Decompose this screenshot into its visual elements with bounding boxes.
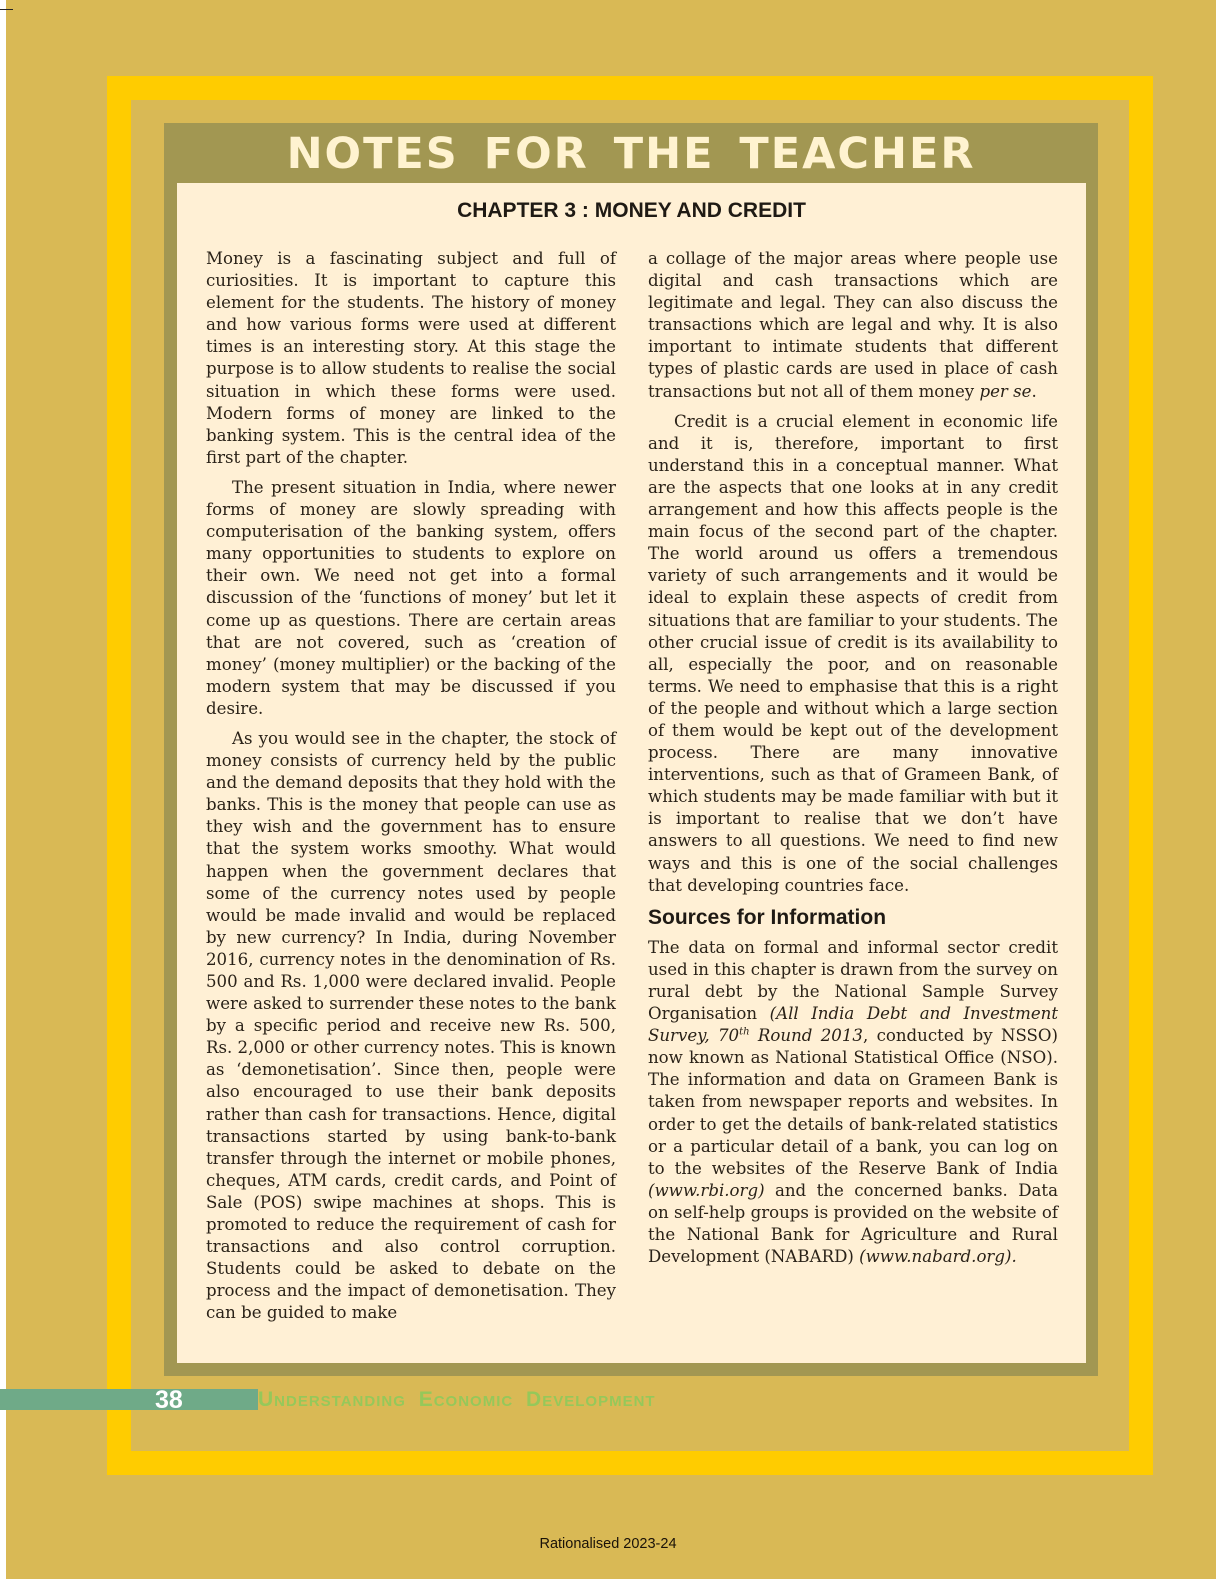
chapter-heading: CHAPTER 3 : MONEY AND CREDIT [457, 199, 806, 222]
crop-mark [0, 9, 13, 10]
rbi-link[interactable]: (www.rbi.org) [648, 1180, 765, 1200]
footer-text: Rationalised 2023-24 [539, 1536, 677, 1552]
page-number: 38 [155, 1386, 183, 1414]
nabard-link[interactable]: (www.nabard.org). [859, 1247, 1017, 1267]
page-title: NOTES FOR THE TEACHER [286, 129, 976, 179]
paragraph: The present situation in India, where newer forms of money are slowly spreading with computerisation of the banking system, offers many opportunities to students to explore on their own. We need not get into a formal discussion of the ‘functions of money’ but let it come up as questions. There are certain areas that are not covered, such as ‘creation of money’ (money multiplier) or the backing of the modern system that may be discussed if you desire. [206, 477, 616, 718]
right-column [648, 248, 1058, 1276]
italic-term: per se [979, 381, 1032, 401]
left-column [206, 248, 616, 1333]
paragraph: Money is a fascinating subject and full of curiosities. It is important to capture this element for the students. The history of money and how various forms were used at different times is an interesting story. At this stage the purpose is to allow students to realise the social situation in which these forms were used. Modern forms of money are linked to the banking system. This is the central idea of the first part of the chapter. [206, 249, 616, 467]
page-number-bar [0, 1389, 258, 1410]
sources-paragraph: The data on formal and informal sector credit used in this chapter is drawn from the survey on rural debt by the National Sample Survey Organisation (All India Debt and Investment Survey, 70th Round 2013, conducted by NSSO) now known as National Statistical Office (NSO). The information and data on Grameen Bank is taken from newspaper reports and websites. In order to get the details of bank-related statistics or a particular detail of a bank, you can log on to the websites of the Reserve Bank of India (www.rbi.org) and the concerned banks. Data on self-help groups is provided on the website of the National Bank for Agriculture and Rural Development (NABARD) (www.nabard.org). [648, 937, 1058, 1267]
paragraph: As you would see in the chapter, the stock of money consists of currency held by the public and the demand deposits that they hold with the banks. This is the money that people can use as they wish and the government has to ensure that the system works smoothy. What would happen when the government declares that some of the currency notes used by people would be made invalid and would be replaced by new currency? In India, during November 2016, currency notes in the denomination of Rs. 500 and Rs. 1,000 were declared invalid. People were asked to surrender these notes to the bank by a specific period and receive new Rs. 500, Rs. 2,000 or other currency notes. This is known as ‘demonetisation’. Since then, people were also encouraged to use their bank deposits rather than cash for transactions. Hence, digital transactions started by using bank-to-bank transfer through the internet or mobile phones, cheques, ATM cards, credit cards, and Point of Sale (POS) swipe machines at shops. This is promoted to reduce the requirement of cash for transactions and also control corruption. Students could be asked to debate on the process and the impact of demonetisation. They can be guided to make [206, 728, 617, 1323]
page-edge-strip [0, 0, 6, 1579]
sources-heading: Sources for Information [648, 905, 887, 929]
book-title: Understanding Economic Development [258, 1388, 656, 1411]
paragraph: Credit is a crucial element in economic life and it is, therefore, important to first understand this in a conceptual manner. What are the aspects that one looks at in any credit arrangement and how this affects people is the main focus of the second part of the chapter. The world around us offers a tremendous variety of such arrangements and it would be ideal to explain these aspects of credit from situations that are familiar to your students. The other crucial issue of credit is its availability to all, especially the poor, and on reasonable terms. We need to emphasise that this is a right of the people and without which a large section of them would be kept out of the development process. There are many innovative interventions, such as that of Grameen Bank, of which students may be made familiar with but it is important to realise that we don’t have answers to all questions. We need to find new ways and this is one of the social challenges that developing countries face. [648, 411, 1058, 895]
paragraph: a collage of the major areas where people use digital and cash transactions which are legitimate and legal. They can also discuss the transactions which are legal and why. It is also important to intimate students that different types of plastic cards are used in place of cash transactions but not all of them money per se. [648, 249, 1058, 401]
survey-citation: (All India Debt and Investment Survey, 70th Round 2013 [648, 1004, 1058, 1046]
